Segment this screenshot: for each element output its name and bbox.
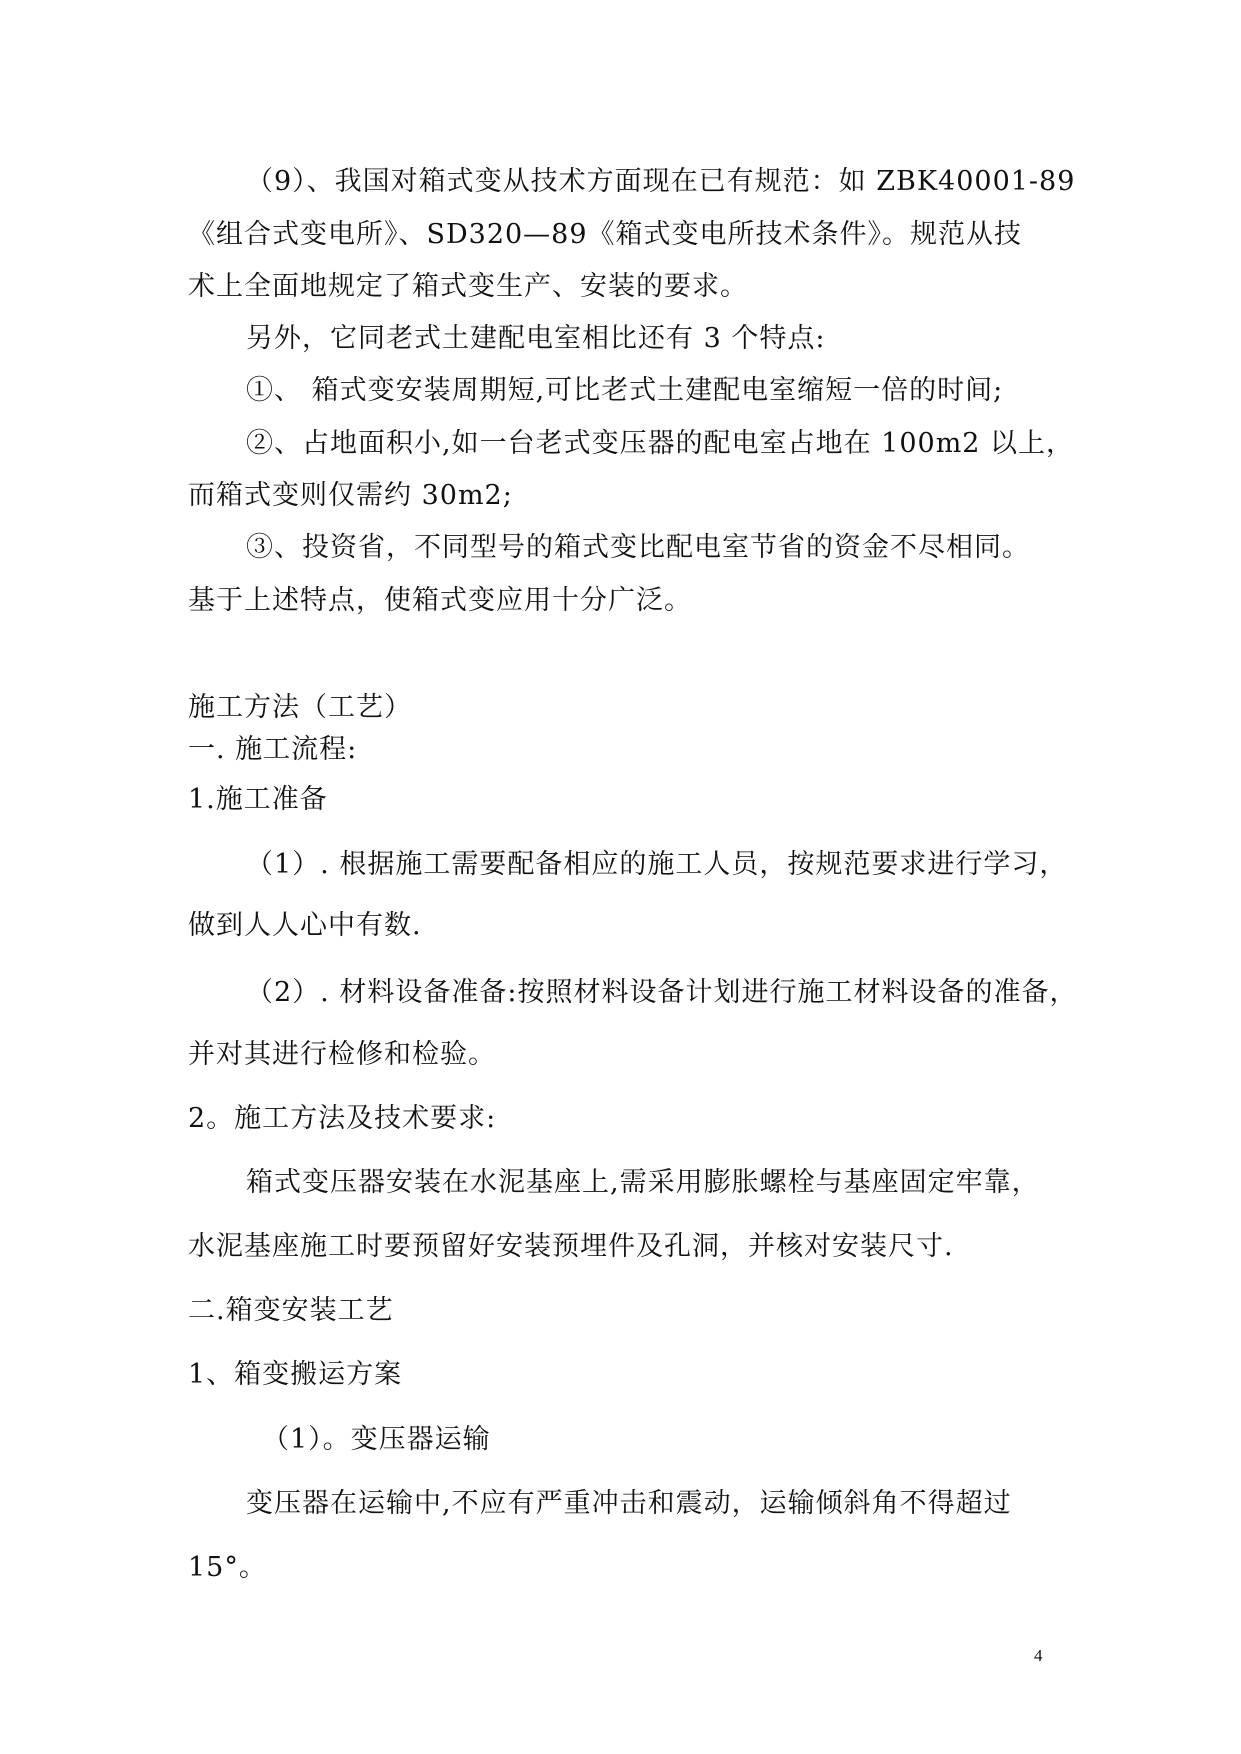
paragraph-line: （1）. 根据施工需要配备相应的施工人员，按规范要求进行学习，	[246, 849, 1068, 880]
paragraph-line: 基于上述特点，使箱式变应用十分广泛。	[188, 585, 692, 616]
section-heading: 一. 施工流程:	[188, 734, 358, 765]
paragraph-line: 水泥基座施工时要预留好安装预埋件及孔洞，并核对安装尺寸.	[188, 1231, 954, 1262]
section-heading: 1、箱变搬运方案	[188, 1359, 403, 1390]
paragraph-line: 《组合式变电所》、SD320—89《箱式变电所技术条件》。规范从技	[188, 219, 1023, 250]
section-heading: 施工方法（工艺）	[188, 692, 412, 723]
section-heading: 2。施工方法及技术要求:	[188, 1103, 497, 1134]
paragraph-line: （9）、我国对箱式变从技术方面现在已有规范：如 ZBK40001-89	[246, 166, 1076, 197]
paragraph-line: 做到人人心中有数.	[188, 910, 422, 941]
paragraph-line: 箱式变压器安装在水泥基座上,需采用膨胀螺栓与基座固定牢靠，	[246, 1167, 1040, 1198]
paragraph-line: 并对其进行检修和检验。	[188, 1039, 496, 1070]
section-heading: 二.箱变安装工艺	[188, 1295, 394, 1326]
section-heading: 1.施工准备	[188, 784, 328, 815]
paragraph-line: （2）. 材料设备准备:按照材料设备计划进行施工材料设备的准备，	[246, 977, 1078, 1008]
list-item: ①、 箱式变安装周期短,可比老式土建配电室缩短一倍的时间;	[246, 375, 1004, 406]
paragraph-line: 15°。	[188, 1552, 267, 1583]
paragraph-line: 变压器在运输中,不应有严重冲击和震动，运输倾斜角不得超过	[246, 1488, 1012, 1519]
list-item: ③、投资省，不同型号的箱式变比配电室节省的资金不尽相同。	[246, 532, 1030, 563]
paragraph-line: 另外，它同老式土建配电室相比还有 3 个特点:	[246, 323, 826, 354]
subsection-heading: （1）。变压器运输	[262, 1424, 491, 1455]
list-item: ②、占地面积小,如一台老式变压器的配电室占地在 100m2 以上，	[246, 428, 1075, 459]
page-number: 4	[1034, 1646, 1043, 1665]
paragraph-line: 术上全面地规定了箱式变生产、安装的要求。	[188, 271, 748, 302]
paragraph-line: 而箱式变则仅需约 30m2;	[188, 480, 513, 511]
